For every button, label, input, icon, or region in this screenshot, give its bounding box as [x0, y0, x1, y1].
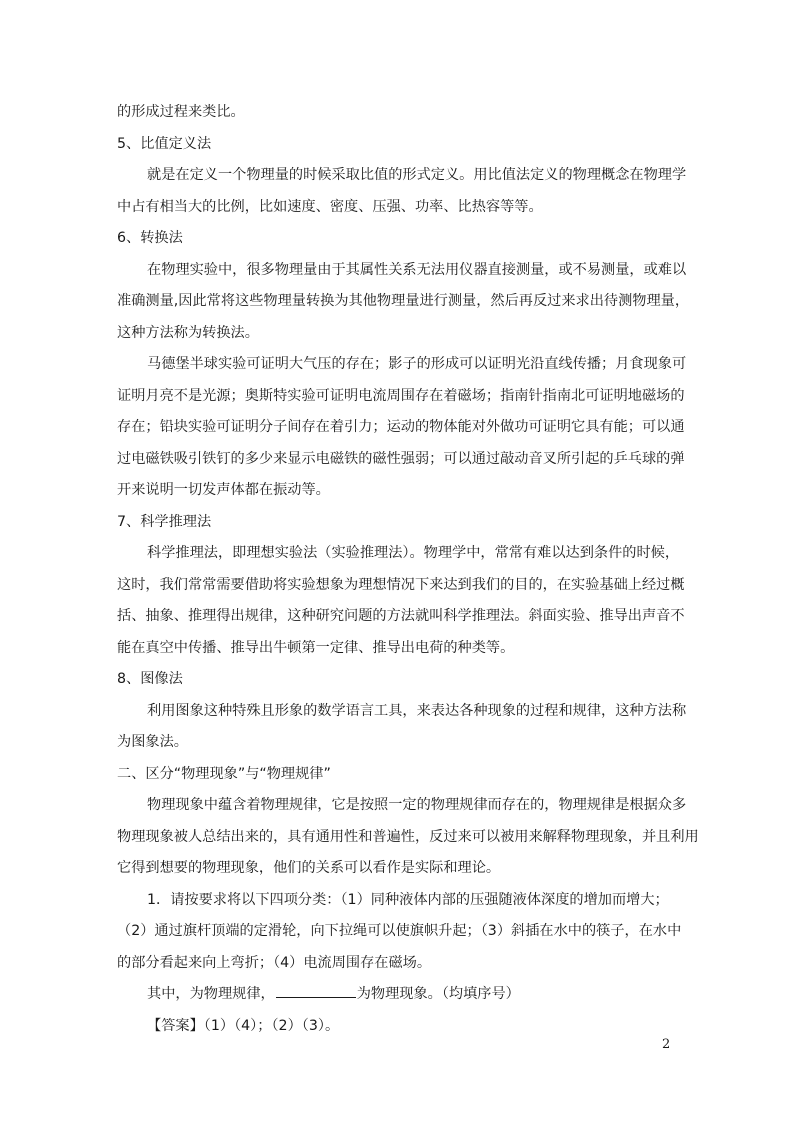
- text-line: 准确测量,因此常将这些物理量转换为其他物理量进行测量，然后再反过来求出待测物理量，: [117, 293, 690, 309]
- answer-line: [147, 1016, 339, 1036]
- section-heading: 7、科学推理法: [117, 514, 212, 530]
- text-line: 这时，我们常常需要借助将实验想象为理想情况下来达到我们的目的，在实验基础上经过概: [117, 577, 685, 593]
- text-line: 它得到想要的物理现象，他们的关系可以看作是实际和理论。: [117, 860, 501, 876]
- text-line: 能在真空中传播、推导出牛顿第一定律、推导出电荷的种类等。: [117, 640, 515, 656]
- text-line: 证明月亮不是光源；奥斯特实验可证明电流周围存在着磁场；指南针指南北可证明地磁场的: [117, 388, 685, 404]
- fill-question: [147, 984, 520, 1004]
- question-line: 的部分看起来向上弯折；（4）电流周围存在磁场。: [117, 955, 432, 971]
- section-heading: 5、比值定义法: [117, 136, 212, 152]
- text-line: 物理现象被人总结出来的，具有通用性和普遍性，反过来可以被用来解释物理现象，并且利用: [117, 829, 699, 845]
- page-number: 2: [662, 1037, 671, 1052]
- text-line: 括、抽象、推理得出规律，这种研究问题的方法就叫科学推理法。斜面实验、推导出声音不: [117, 608, 685, 624]
- fill-question-before: 其中，为物理规律，: [147, 986, 275, 1002]
- question-line: 1．请按要求将以下四项分类：（1）同种液体内部的压强随液体深度的增加而增大；: [147, 892, 669, 908]
- answer-label: 【答案】: [147, 1018, 204, 1034]
- fill-question-after: 为物理现象。（均填序号）: [356, 986, 520, 1002]
- text-line: 在物理实验中，很多物理量由于其属性关系无法用仪器直接测量，或不易测量，或难以: [147, 262, 687, 278]
- text-line: 中占有相当大的比例，比如速度、密度、压强、功率、比热容等等。: [117, 199, 543, 215]
- answer-text: （1）（4）；（2）（3）。: [203, 1018, 340, 1034]
- text-line: 开来说明一切发声体都在振动等。: [117, 482, 330, 498]
- text-line: 过电磁铁吸引铁钉的多少来显示电磁铁的磁性强弱；可以通过敲动音叉所引起的乒乓球的弹: [117, 451, 685, 467]
- text-line: 马德堡半球实验可证明大气压的存在；影子的形成可以证明光沿直线传播；月食现象可: [147, 356, 687, 372]
- question-line: （2）通过旗杆顶端的定滑轮，向下拉绳可以使旗帜升起；（3）斜插在水中的筷子，在水中: [117, 923, 682, 939]
- text-line: 科学推理法，即理想实验法（实验推理法）。物理学中，常常有难以达到条件的时候，: [147, 545, 680, 561]
- text-line: 物理现象中蕴含着物理规律，它是按照一定的物理规律而存在的，物理规律是根据众多: [147, 797, 687, 813]
- answer-blank: [276, 985, 356, 998]
- text-line: 的形成过程来类比。: [117, 104, 245, 120]
- section-heading: 6、转换法: [117, 230, 183, 246]
- section-heading: 二、区分“物理现象”与“物理规律”: [117, 766, 331, 782]
- text-line: 就是在定义一个物理量的时候采取比值的形式定义。用比值法定义的物理概念在物理学: [147, 167, 687, 183]
- text-line: 利用图象这种特殊且形象的数学语言工具，来表达各种现象的过程和规律，这种方法称: [147, 703, 687, 719]
- text-line: 存在；铅块实验可证明分子间存在着引力；运动的物体能对外做功可证明它具有能；可以通: [117, 419, 685, 435]
- text-line: 为图象法。: [117, 734, 188, 750]
- section-heading: 8、图像法: [117, 671, 183, 687]
- text-line: 这种方法称为转换法。: [117, 325, 259, 341]
